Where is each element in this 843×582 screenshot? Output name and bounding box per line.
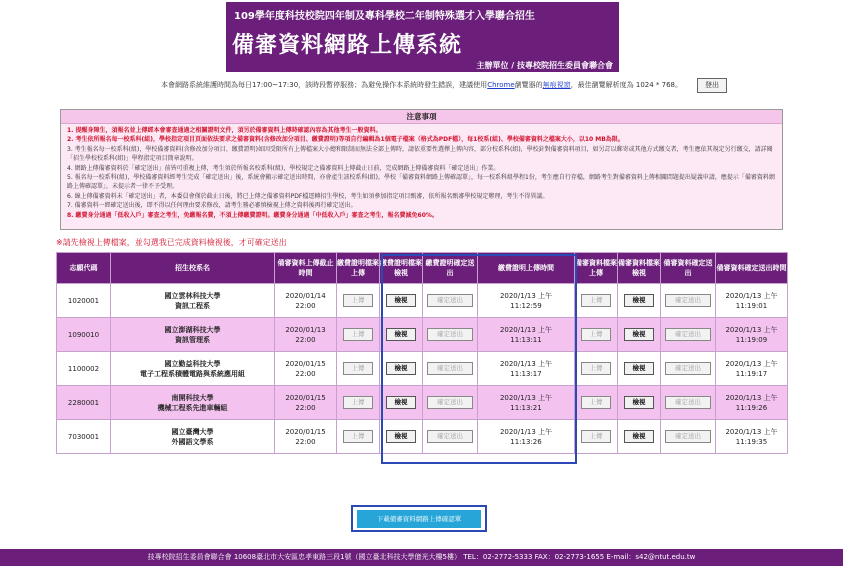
- pay-submit-button[interactable]: 確定送出: [427, 294, 473, 307]
- school-dept: [111, 284, 275, 318]
- school-name: 國立澎湖科技大學: [164, 325, 221, 334]
- pay-time-date: 2020/1/13 上午: [499, 325, 553, 334]
- notice-item: 7. 備審資料一經確定送出後，即不得以任何理由要求修改，請考生務必審慎檢視上傳之資料後再行確定送出。: [67, 202, 357, 210]
- header-school: 招生校系名: [111, 253, 275, 284]
- doc-upload-cell: [575, 386, 618, 420]
- header-code: 志願代碼: [57, 253, 111, 284]
- pay-time-clock: 11:13:21: [510, 403, 542, 412]
- choice-code: 7030001: [57, 420, 111, 454]
- school-name: 國立勤益科技大學: [164, 359, 221, 368]
- pay-time: [478, 318, 575, 352]
- doc-time-clock: 11:19:01: [735, 301, 768, 310]
- school-name: 國立臺灣大學: [171, 427, 214, 436]
- dept-name: 資訊管理系: [175, 335, 210, 344]
- dept-name: 資訊工程系: [175, 301, 210, 310]
- pay-upload-button[interactable]: 上傳: [343, 294, 373, 307]
- organizer-label: 主辦單位 / 技專校院招生委員會聯合會: [476, 61, 613, 70]
- notice-item: 5. 報名每一校系科(組)，學校備審資料經考生完成「確定送出」後，系統會顯示確定送出時間，亦會產生該校系科(組)，學校「備審資料網路上傳確認單」，每一校系科組學程1份，考生應自行存檔，網路考生對備審資料上傳相關問題提出疑義申請，應提示「備審資料網路上傳確認單」，未提示者一律不予受理。: [67, 174, 775, 191]
- doc-upload-cell: [575, 420, 618, 454]
- pay-time: [478, 420, 575, 454]
- doc-view-cell: [618, 386, 661, 420]
- choice-code: 1100002: [57, 352, 111, 386]
- header-doc-submit: 備審資料確定送出: [661, 253, 716, 284]
- pay-time-date: 2020/1/13 上午: [499, 291, 553, 300]
- choice-code: 1020001: [57, 284, 111, 318]
- notice-box: [60, 109, 783, 230]
- pay-view-button[interactable]: 檢視: [386, 430, 416, 443]
- doc-time-clock: 11:19:17: [735, 369, 768, 378]
- table-row: [57, 352, 788, 386]
- doc-upload-button[interactable]: 上傳: [581, 328, 611, 341]
- pay-time-clock: 11:13:26: [510, 437, 542, 446]
- pay-view-button[interactable]: 檢視: [386, 328, 416, 341]
- table-row: [57, 284, 788, 318]
- deadline-date: 2020/01/13: [285, 325, 326, 334]
- notice-item: 1. 提醒身障生，須報名並上傳經本會審查通過之相關證明文件，須另於備審資料上傳時確認內容為其他考生一般資料。: [67, 127, 382, 134]
- pay-time-clock: 11:13:17: [510, 369, 542, 378]
- doc-upload-button[interactable]: 上傳: [581, 362, 611, 375]
- doc-time-clock: 11:19:26: [735, 403, 768, 412]
- doc-submit-button[interactable]: 確定送出: [665, 430, 711, 443]
- doc-time-date: 2020/1/13 上午: [725, 393, 778, 402]
- pay-view-button[interactable]: 檢視: [386, 362, 416, 375]
- notice-item: 6. 線上傳備審資料未「確定送出」者，本委員會僅於截止日後，將已上傳之備審資料PDF檔逕轉招生學校，考生如須參加指定項目甄審，依所報名甄審學校規定辦理，考生不得異議。: [67, 192, 549, 200]
- doc-submit-button[interactable]: 確定送出: [665, 294, 711, 307]
- school-dept: [111, 318, 275, 352]
- doc-view-button[interactable]: 檢視: [624, 430, 654, 443]
- dept-name: 機械工程系先進車輛組: [157, 403, 228, 412]
- doc-view-cell: [618, 352, 661, 386]
- deadline-date: 2020/01/15: [285, 393, 326, 402]
- pay-submit-button[interactable]: 確定送出: [427, 362, 473, 375]
- application-table: [56, 252, 788, 454]
- pay-submit-button[interactable]: 確定送出: [427, 328, 473, 341]
- pay-view-cell: [380, 318, 423, 352]
- doc-time: [716, 318, 788, 352]
- doc-view-button[interactable]: 檢視: [624, 328, 654, 341]
- download-confirmation-button[interactable]: 下載備審資料網路上傳確認單: [357, 510, 481, 528]
- pay-upload-button[interactable]: 上傳: [343, 396, 373, 409]
- dept-name: 電子工程系積體電路與系統應用組: [140, 369, 245, 378]
- header-pay-time: 繳費證明上傳時間: [478, 253, 575, 284]
- doc-submit-button[interactable]: 確定送出: [665, 362, 711, 375]
- pay-time-clock: 11:13:11: [510, 335, 542, 344]
- table-header-row: [57, 253, 788, 284]
- pay-view-cell: [380, 420, 423, 454]
- notice-item: 3. 考生報名每一校系科(組)，學校備審資料(含修改加分項目、繳費證明)如因受限所有上傳檔案大小總和限制而無法全部上傳時，請依重要性選擇上傳內容，部分校系科(組)，學校針對備審資料項目，如另訂以郵寄或其他方式繳交者，考生應依其規定另行繳交，請詳閱「招生學校校系科(組)」學程指定項目簡章說明。: [67, 145, 773, 163]
- pay-view-cell: [380, 386, 423, 420]
- school-dept: [111, 386, 275, 420]
- pay-submit-cell: [423, 420, 478, 454]
- notice-text-after: ，最佳瀏覽解析度為 1024 * 768。: [570, 81, 683, 89]
- deadline-time: 22:00: [295, 403, 316, 412]
- doc-upload-button[interactable]: 上傳: [581, 294, 611, 307]
- header-pay-view: 繳費證明檔案檢視: [380, 253, 423, 284]
- school-name: 國立雲林科技大學: [164, 291, 221, 300]
- header-doc-upload: 備審資料檔案上傳: [575, 253, 618, 284]
- doc-time-date: 2020/1/13 上午: [725, 427, 778, 436]
- deadline-date: 2020/01/14: [285, 291, 326, 300]
- pay-time-clock: 11:12:59: [510, 301, 542, 310]
- header-pay-submit: 繳費證明確定送出: [423, 253, 478, 284]
- table-row: [57, 318, 788, 352]
- doc-time: [716, 284, 788, 318]
- deadline: [275, 420, 337, 454]
- doc-submit-button[interactable]: 確定送出: [665, 396, 711, 409]
- pay-time-date: 2020/1/13 上午: [499, 427, 553, 436]
- notice-body: [61, 124, 782, 222]
- pay-submit-cell: [423, 386, 478, 420]
- doc-view-cell: [618, 318, 661, 352]
- school-name: 南開科技大學: [171, 393, 214, 402]
- doc-upload-cell: [575, 352, 618, 386]
- doc-upload-cell: [575, 318, 618, 352]
- deadline: [275, 386, 337, 420]
- doc-view-cell: [618, 284, 661, 318]
- pay-upload-cell: [337, 318, 380, 352]
- header-top-title: 109學年度科技校院四年制及專科學校二年制特殊選才入學聯合招生: [234, 11, 535, 22]
- doc-view-button[interactable]: 檢視: [624, 294, 654, 307]
- deadline-time: 22:00: [295, 369, 316, 378]
- pay-view-button[interactable]: 檢視: [386, 396, 416, 409]
- school-dept: [111, 420, 275, 454]
- pay-submit-button[interactable]: 確定送出: [427, 430, 473, 443]
- header-deadline: 備審資料上傳截止時間: [275, 253, 337, 284]
- header-banner: [226, 2, 619, 72]
- pay-submit-cell: [423, 352, 478, 386]
- deadline: [275, 318, 337, 352]
- doc-time-date: 2020/1/13 上午: [725, 325, 778, 334]
- doc-submit-cell: [661, 420, 716, 454]
- pay-upload-cell: [337, 352, 380, 386]
- pay-view-cell: [380, 352, 423, 386]
- pay-time-date: 2020/1/13 上午: [499, 359, 553, 368]
- pay-view-button[interactable]: 檢視: [386, 294, 416, 307]
- doc-view-button[interactable]: 檢視: [624, 396, 654, 409]
- pay-time: [478, 284, 575, 318]
- deadline-time: 22:00: [295, 335, 316, 344]
- doc-view-button[interactable]: 檢視: [624, 362, 654, 375]
- pay-upload-button[interactable]: 上傳: [343, 328, 373, 341]
- pay-upload-cell: [337, 420, 380, 454]
- pay-time: [478, 386, 575, 420]
- pay-submit-cell: [423, 318, 478, 352]
- pay-upload-cell: [337, 386, 380, 420]
- pay-upload-button[interactable]: 上傳: [343, 430, 373, 443]
- doc-time-date: 2020/1/13 上午: [725, 291, 778, 300]
- header-doc-view: 備審資料檔案檢視: [618, 253, 661, 284]
- doc-submit-cell: [661, 352, 716, 386]
- deadline-time: 22:00: [295, 301, 316, 310]
- doc-upload-button[interactable]: 上傳: [581, 396, 611, 409]
- choice-code: 1090010: [57, 318, 111, 352]
- deadline-date: 2020/01/15: [285, 359, 326, 368]
- doc-upload-cell: [575, 284, 618, 318]
- notice-text-before: 本會網路系統維護時間為每日17:00~17:30，該時段暫停服務；為避免操作本系統時發生錯誤，建議使用: [160, 81, 488, 89]
- notice-text-middle: 瀏覽器的: [514, 81, 543, 89]
- pay-view-cell: [380, 284, 423, 318]
- notice-item: 2. 考生依所報名每一校系科(組)，學校指定項目頁面依法要求之備審資料(含修改加分項目、繳費證明)等項自行編輯為1個電子檔案（格式為PDF檔），每1校系(組)、學校備審資料之檔案大小，以10 MB為限。: [67, 136, 624, 144]
- logout-button[interactable]: 登出: [697, 78, 727, 93]
- doc-time: [716, 352, 788, 386]
- doc-submit-cell: [661, 318, 716, 352]
- doc-submit-cell: [661, 386, 716, 420]
- doc-time: [716, 420, 788, 454]
- pay-submit-cell: [423, 284, 478, 318]
- deadline-time: 22:00: [295, 437, 316, 446]
- choice-code: 2280001: [57, 386, 111, 420]
- table-row: [57, 386, 788, 420]
- doc-submit-cell: [661, 284, 716, 318]
- chrome-link[interactable]: Chrome: [487, 81, 515, 89]
- doc-view-cell: [618, 420, 661, 454]
- pay-upload-button[interactable]: 上傳: [343, 362, 373, 375]
- dept-name: 外國語文學系: [171, 437, 214, 446]
- notice-item: 4. 網路上傳備審資料於「確定送出」前皆可重複上傳，考生須於所報名校系科(組)，學校規定之備審資料上傳截止日前，完成網路上傳備審資料「確定送出」作業。: [67, 164, 500, 172]
- notice-item: 8. 繳費身分通過「低收入戶」審查之考生，免繳報名費，不須上傳繳費證明。繳費身分通過「中低收入戶」審查之考生，報名費減免60%。: [67, 211, 438, 219]
- system-title: 備審資料網路上傳系統: [232, 33, 463, 58]
- doc-time-clock: 11:19:09: [735, 335, 768, 344]
- doc-time: [716, 386, 788, 420]
- header-pay-upload: 繳費證明檔案上傳: [337, 253, 380, 284]
- doc-submit-button[interactable]: 確定送出: [665, 328, 711, 341]
- incognito-link[interactable]: 無痕視窗: [542, 81, 571, 89]
- deadline: [275, 284, 337, 318]
- header-doc-time: 備審資料確定送出時間: [716, 253, 788, 284]
- doc-time-clock: 11:19:35: [735, 437, 768, 446]
- notice-heading: 注意事項: [61, 110, 782, 124]
- pay-time-date: 2020/1/13 上午: [499, 393, 553, 402]
- school-dept: [111, 352, 275, 386]
- footer-contact: 技專校院招生委員會聯合會 10608臺北市大安區忠孝東路三段1號（國立臺北科技大學億光大樓5樓） TEL：02-2772-5333 FAX：02-2773-1655 E-mail：s42@ntut.edu.tw: [0, 549, 843, 566]
- pay-time: [478, 352, 575, 386]
- pay-upload-cell: [337, 284, 380, 318]
- review-hint: ※請先檢視上傳檔案，並勾選我已完成資料檢視後，才可確定送出: [56, 238, 287, 247]
- table-row: [57, 420, 788, 454]
- pay-submit-button[interactable]: 確定送出: [427, 396, 473, 409]
- deadline: [275, 352, 337, 386]
- doc-upload-button[interactable]: 上傳: [581, 430, 611, 443]
- deadline-date: 2020/01/15: [285, 427, 326, 436]
- doc-time-date: 2020/1/13 上午: [725, 359, 778, 368]
